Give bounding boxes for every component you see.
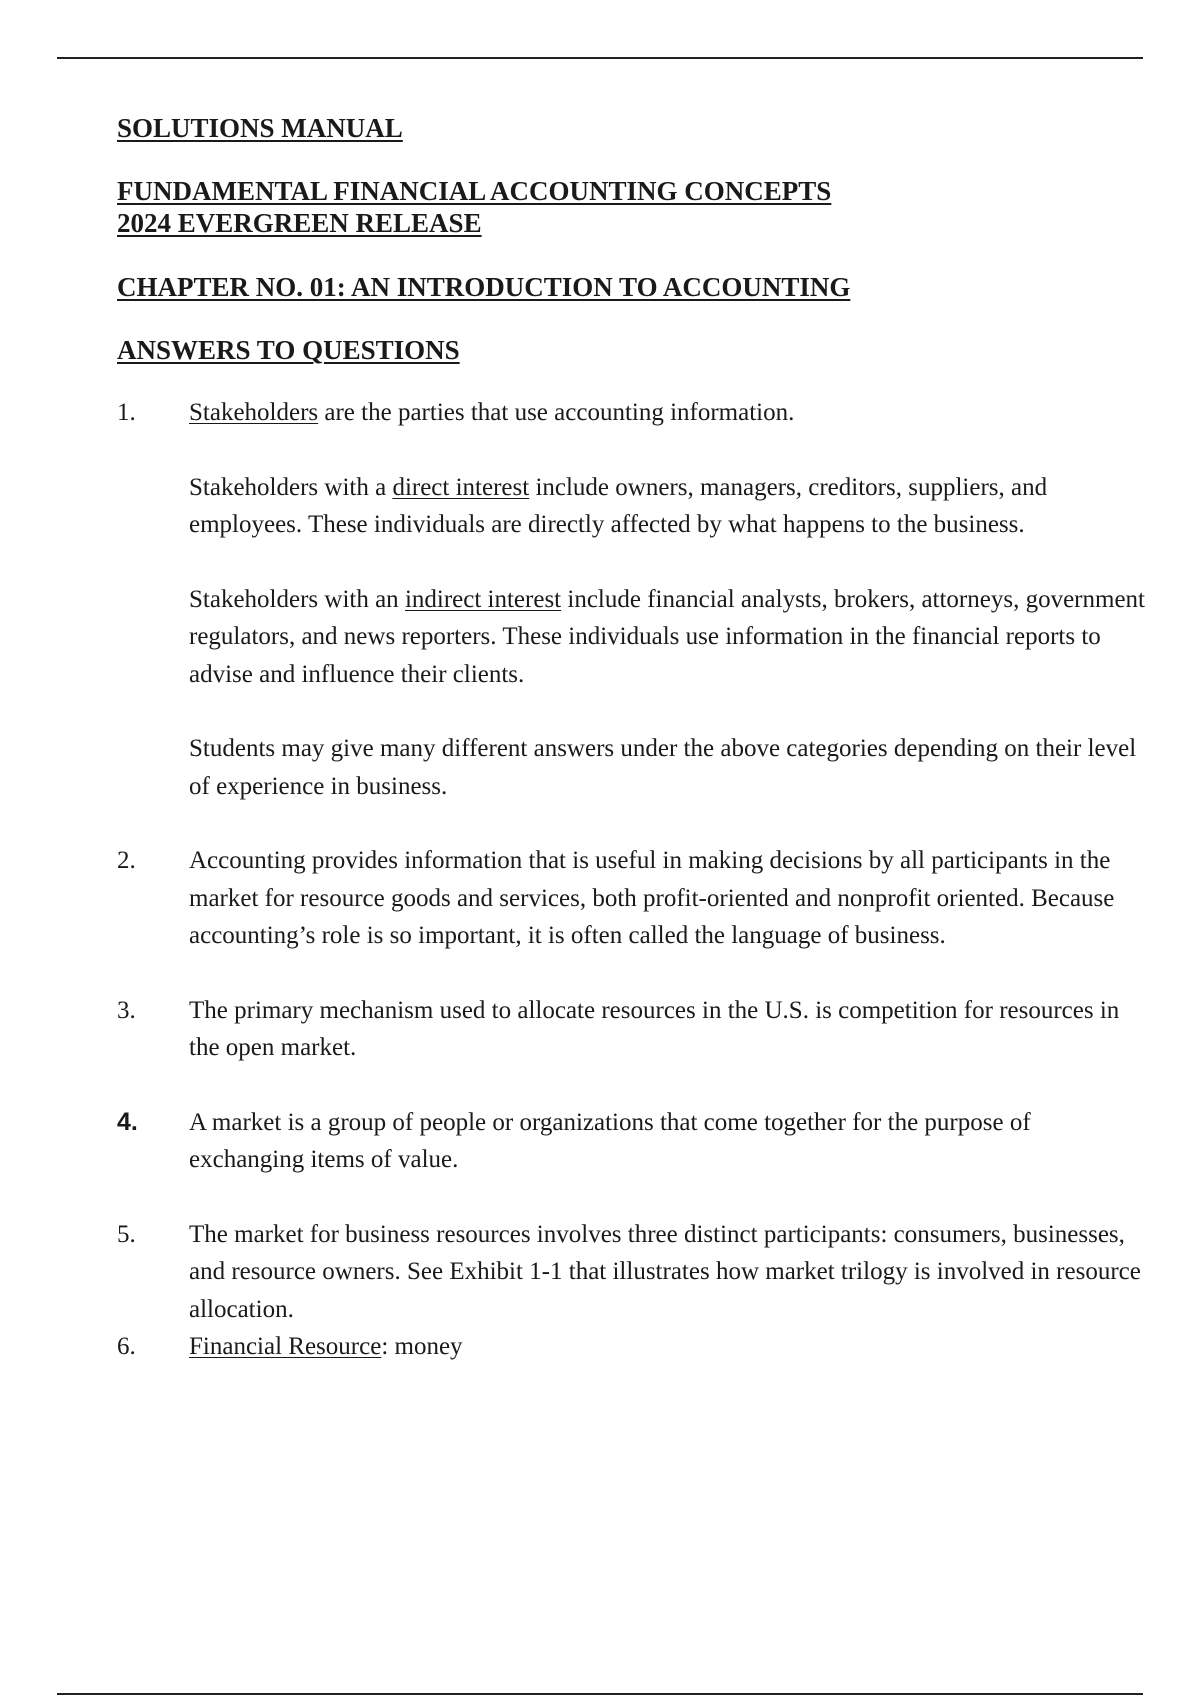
book-title-line-1: FUNDAMENTAL FINANCIAL ACCOUNTING CONCEPTS	[117, 176, 832, 206]
term-stakeholders: Stakeholders	[189, 399, 319, 426]
answer-number: 2.	[117, 847, 136, 874]
manual-title: SOLUTIONS MANUAL	[117, 113, 403, 143]
term-indirect-interest: indirect interest	[404, 585, 562, 613]
answer-item-6	[117, 1328, 1117, 1366]
answer-body	[189, 992, 1149, 1067]
chapter-title: CHAPTER NO. 01: AN INTRODUCTION TO ACCOUNTING	[117, 272, 851, 302]
answer-item-2	[117, 842, 1117, 955]
answer-body	[189, 842, 1149, 955]
answer-paragraph: The primary mechanism used to allocate resources in the U.S. is competition for resources in the open market.	[189, 996, 1120, 1061]
answer-body	[189, 394, 1149, 805]
section-title: ANSWERS TO QUESTIONS	[117, 335, 460, 365]
answer-paragraph: Financial Resource: money	[189, 1333, 463, 1360]
answer-number: 1.	[117, 399, 136, 426]
answer-paragraph: Accounting provides information that is useful in making decisions by all participants in the market for resource goods and services, both profit-oriented and nonprofit oriented. Because accounting’s role is so important, it is often called the language of business.	[189, 847, 1115, 949]
answer-number: 6.	[117, 1333, 136, 1360]
answer-body	[189, 1216, 1149, 1329]
term-financial-resource: Financial Resource	[189, 1333, 382, 1360]
answer-number: 4.	[117, 1107, 138, 1136]
book-title	[117, 175, 1117, 239]
top-rule	[57, 57, 1143, 59]
book-title-line-2: 2024 EVERGREEN RELEASE	[117, 208, 482, 238]
bottom-rule	[57, 1693, 1143, 1695]
document-page	[117, 112, 1145, 1366]
answer-paragraph: Stakeholders are the parties that use accounting information.	[189, 399, 795, 426]
answer-paragraph: Stakeholders with an indirect interest include financial analysts, brokers, attorneys, government regulators, and news reporters. These individuals use information in the financial reports to advise and influence their clients.	[189, 585, 1145, 688]
answer-item-1	[117, 394, 1145, 805]
answer-item-3	[117, 992, 1120, 1067]
answer-paragraph: The market for business resources involves three distinct participants: consumers, businesses, and resource owners. See Exhibit 1-1 that illustrates how market trilogy is involved in resource allocation.	[189, 1220, 1141, 1323]
answer-body	[189, 1104, 1149, 1179]
answer-item-5	[117, 1216, 1141, 1329]
answer-paragraph: Students may give many different answers under the above categories depending on their level of experience in business.	[189, 735, 1137, 800]
answer-paragraph: Stakeholders with a direct interest include owners, managers, creditors, suppliers, and employees. These individuals are directly affected by what happens to the business.	[189, 473, 1048, 538]
answer-paragraph: A market is a group of people or organizations that come together for the purpose of exchanging items of value.	[189, 1108, 1031, 1173]
answer-body	[189, 1328, 1149, 1366]
answer-number: 3.	[117, 996, 136, 1024]
answer-number: 5.	[117, 1220, 136, 1248]
term-direct-interest: direct interest	[392, 473, 530, 501]
answer-item-4	[117, 1104, 1117, 1179]
